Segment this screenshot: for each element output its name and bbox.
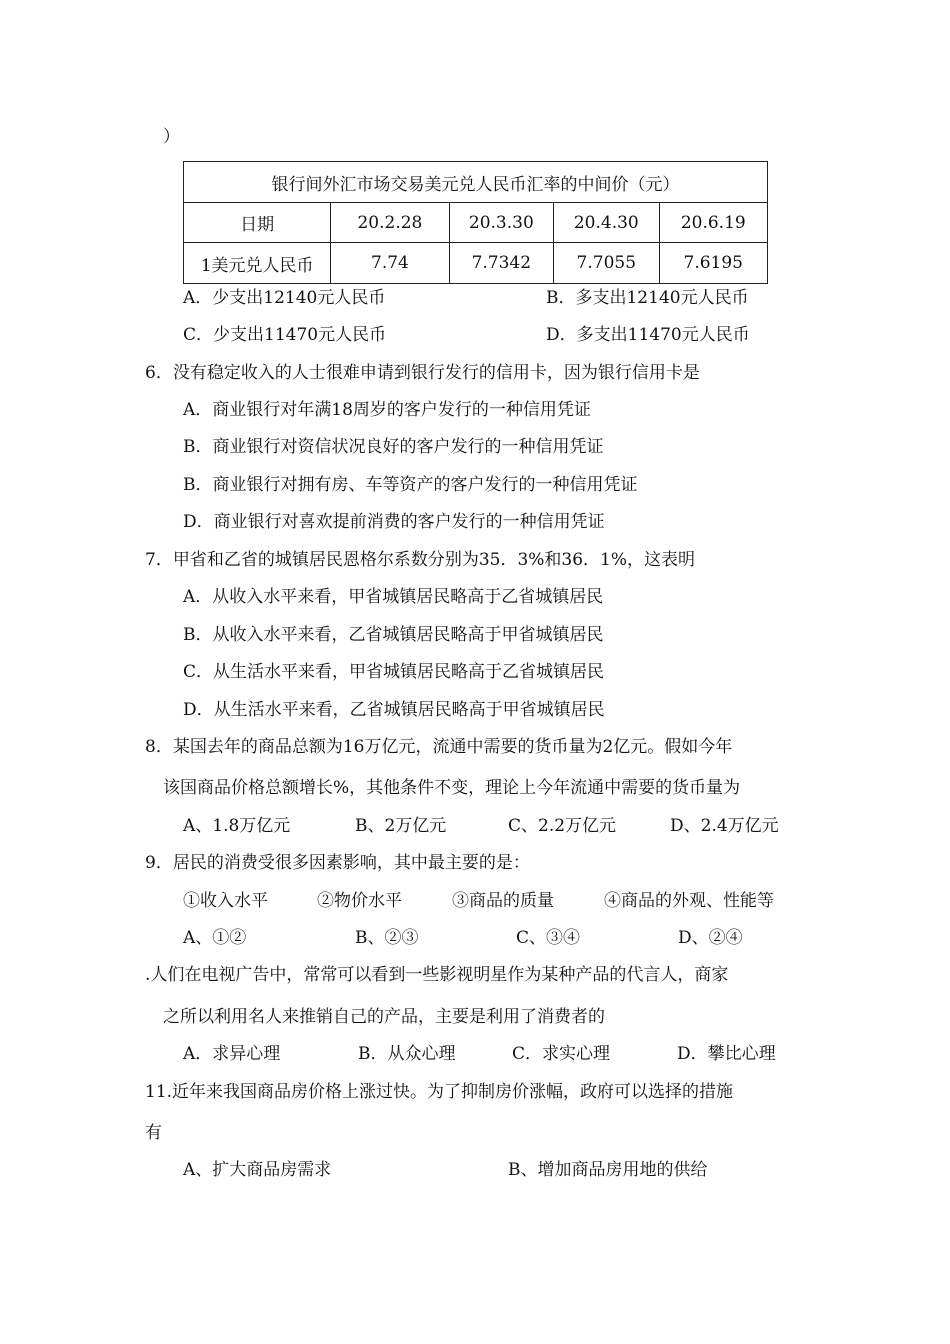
q7-option-a: A．从收入水平来看，甲省城镇居民略高于乙省城镇居民: [183, 587, 604, 607]
q8-stem-line1: 8．某国去年的商品总额为16万亿元，流通中需要的货币量为2亿元。假如今年: [145, 737, 733, 757]
q6-option-a: A．商业银行对年满18周岁的客户发行的一种信用凭证: [183, 400, 591, 420]
exchange-rate-table: [183, 161, 768, 284]
q10-option-c: C．求实心理: [512, 1044, 611, 1064]
table-date-cell: 20.6.19: [659, 203, 767, 243]
q5-option-d: D．多支出11470元人民币: [546, 325, 750, 345]
q7-option-c: C．从生活水平来看，甲省城镇居民略高于乙省城镇居民: [183, 662, 605, 682]
q11-stem-line2: 有: [145, 1123, 162, 1143]
q9-option-c: C、③④: [516, 928, 581, 948]
table-date-cell: 20.3.30: [449, 203, 553, 243]
q6-option-d: D．商业银行对喜欢提前消费的客户发行的一种信用凭证: [183, 512, 605, 532]
continued-paren: ）: [163, 127, 180, 147]
q10-option-b: B．从众心理: [358, 1044, 456, 1064]
q10-stem-line1: .人们在电视广告中，常常可以看到一些影视明星作为某种产品的代言人，商家: [145, 965, 729, 985]
q7-option-b: B．从收入水平来看，乙省城镇居民略高于甲省城镇居民: [183, 625, 604, 645]
table-row-label: 1美元兑人民币: [184, 243, 331, 284]
q9-item-2: ②物价水平: [317, 891, 402, 911]
q8-option-d: D、2.4万亿元: [670, 816, 779, 836]
q10-stem-line2: 之所以利用名人来推销自己的产品，主要是利用了消费者的: [163, 1007, 605, 1027]
q9-item-4: ④商品的外观、性能等: [604, 891, 774, 911]
q5-option-b: B．多支出12140元人民币: [546, 288, 749, 308]
q10-option-d: D．攀比心理: [677, 1044, 776, 1064]
q9-item-1: ①收入水平: [183, 891, 268, 911]
q7-option-d: D．从生活水平来看，乙省城镇居民略高于甲省城镇居民: [183, 700, 605, 720]
q6-option-c: B．商业银行对拥有房、车等资产的客户发行的一种信用凭证: [183, 475, 638, 495]
q11-option-a: A、扩大商品房需求: [183, 1160, 332, 1180]
q9-stem: 9．居民的消费受很多因素影响，其中最主要的是：: [145, 853, 530, 873]
q7-stem: 7．甲省和乙省的城镇居民恩格尔系数分别为35．3%和36．1%，这表明: [145, 550, 696, 570]
q9-item-3: ③商品的质量: [452, 891, 554, 911]
q8-stem-line2: 该国商品价格总额增长%，其他条件不变，理论上今年流通中需要的货币量为: [163, 778, 741, 798]
q9-option-a: A、①②: [183, 928, 247, 948]
table-value-cell: 7.7055: [554, 243, 659, 284]
q11-option-b: B、增加商品房用地的供给: [508, 1160, 708, 1180]
q6-option-b: B．商业银行对资信状况良好的客户发行的一种信用凭证: [183, 437, 604, 457]
table-date-cell: 20.2.28: [331, 203, 449, 243]
q9-option-d: D、②④: [678, 928, 743, 948]
table-value-cell: 7.6195: [659, 243, 767, 284]
table-date-cell: 20.4.30: [554, 203, 659, 243]
table-value-cell: 7.7342: [449, 243, 553, 284]
q8-option-c: C、2.2万亿元: [508, 816, 617, 836]
table-value-cell: 7.74: [331, 243, 449, 284]
q5-option-c: C．少支出11470元人民币: [183, 325, 387, 345]
q6-stem: 6．没有稳定收入的人士很难申请到银行发行的信用卡，因为银行信用卡是: [145, 363, 700, 383]
q8-option-b: B、2万亿元: [355, 816, 447, 836]
q9-option-b: B、②③: [355, 928, 419, 948]
q8-option-a: A、1.8万亿元: [183, 816, 291, 836]
q11-stem-line1: 11.近年来我国商品房价格上涨过快。为了抑制房价涨幅，政府可以选择的措施: [145, 1082, 734, 1102]
q5-option-a: A．少支出12140元人民币: [183, 288, 386, 308]
table-header-date-label: 日期: [184, 203, 331, 243]
q10-option-a: A．求异心理: [183, 1044, 281, 1064]
table-title: 银行间外汇市场交易美元兑人民币汇率的中间价（元）: [184, 162, 768, 203]
